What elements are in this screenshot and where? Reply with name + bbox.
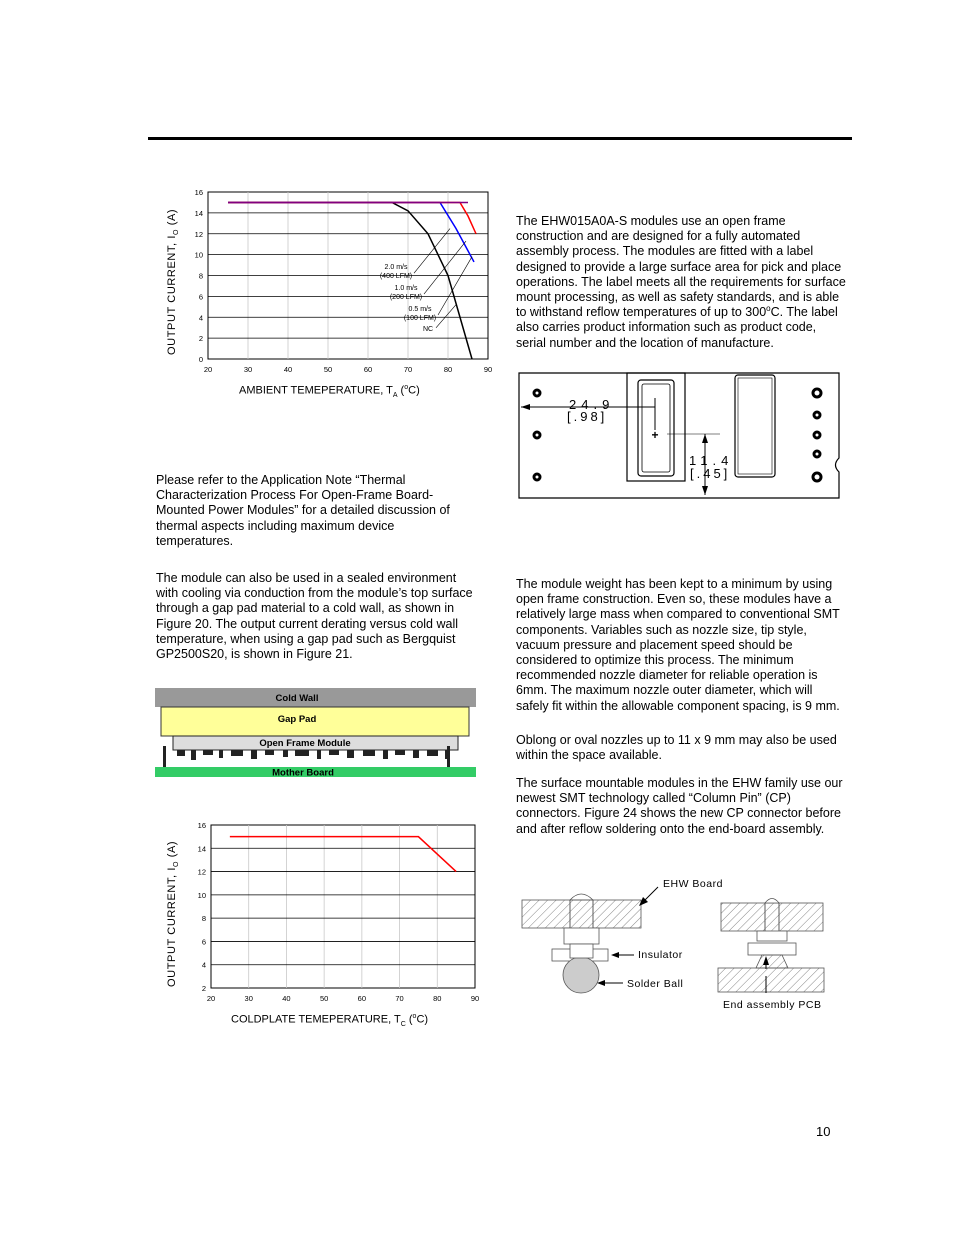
y-tick-label: 12 bbox=[194, 229, 203, 239]
dim-11-4: 11.4 bbox=[689, 453, 734, 468]
ehw-board-label: EHW Board bbox=[663, 878, 723, 890]
derating-chart-airflow bbox=[185, 185, 495, 380]
module-label: Open Frame Module bbox=[259, 738, 351, 749]
y-tick-label: 0 bbox=[198, 355, 203, 364]
x-tick-label: 30 bbox=[243, 365, 253, 374]
y-tick-label: 6 bbox=[201, 937, 206, 947]
x-tick-label: 40 bbox=[282, 994, 291, 1003]
chart1-xlabel: AMBIENT TEMEPERATURE, $T_A$ ($^o$C) bbox=[239, 384, 420, 399]
chart1-ylabel: OUTPUT CURRENT, $I_O$ (A) bbox=[166, 208, 181, 355]
solder-ball-label: Solder Ball bbox=[627, 978, 684, 990]
x-tick-label: 70 bbox=[403, 365, 413, 374]
chart2-ylabel: OUTPUT CURRENT, $I_O$ (A) bbox=[166, 840, 181, 987]
cp-connector-diagram bbox=[518, 870, 838, 1015]
x-tick-label: 40 bbox=[283, 365, 293, 374]
x-tick-label: 50 bbox=[319, 994, 329, 1003]
x-tick-label: 80 bbox=[433, 994, 442, 1003]
x-tick-label: 70 bbox=[395, 994, 404, 1003]
page-number: 10 bbox=[816, 1124, 831, 1139]
column-pin-paragraph: The surface mountable modules in the EHW family use our newest SMT technology called “Column Pin” (CP) connectors. Figure 24 shows the new CP connector before and after reflow soldering onto the end-board assembly. bbox=[516, 776, 843, 836]
y-tick-label: 14 bbox=[194, 208, 203, 218]
y-tick-label: 2 bbox=[198, 334, 203, 344]
y-tick-label: 12 bbox=[197, 867, 206, 877]
oblong-paragraph: Oblong or oval nozzles up to 11 x 9 mm may also be used within the space available. bbox=[516, 733, 837, 763]
dim-24-9: 24.9 bbox=[569, 397, 615, 412]
dim-0-98: [.98] bbox=[567, 409, 608, 424]
annotation-label: 0.5 m/s bbox=[408, 305, 432, 313]
cold-wall-stack-diagram bbox=[155, 688, 477, 788]
plot-area bbox=[211, 825, 475, 988]
open-frame-paragraph: The EHW015A0A-S modules use an open frame construction and are designed for a fully automated assembly process. The modules are fitted with a label designed to provide a large surface area for pick and place operations. The label meets all the requirements for surface mount processing, as well as safety standards, and is able to withstand reflow temperatures of up to 300$^o$C. The label also carries product information such as product code, serial number and the location of manufacture. bbox=[516, 214, 846, 350]
y-tick-label: 10 bbox=[194, 250, 203, 260]
dim-0-45: [.45] bbox=[690, 466, 731, 481]
y-tick-label: 14 bbox=[197, 844, 206, 854]
label-plus: + bbox=[651, 428, 659, 442]
y-tick-label: 16 bbox=[194, 188, 203, 197]
y-tick-label: 4 bbox=[198, 313, 203, 323]
y-tick-label: 4 bbox=[201, 960, 206, 970]
mother-board-label: Mother Board bbox=[272, 767, 334, 779]
x-tick-label: 20 bbox=[206, 994, 216, 1003]
chart2-xlabel: COLDPLATE TEMEPERATURE, $T_C$ ($^o$C) bbox=[231, 1013, 429, 1028]
y-tick-label: 8 bbox=[201, 914, 206, 924]
annotation-label-2: (200 LFM) bbox=[389, 294, 423, 302]
annotation-label-2: (100 LFM) bbox=[403, 314, 437, 322]
x-tick-label: 80 bbox=[443, 365, 453, 374]
y-tick-label: 2 bbox=[201, 984, 206, 993]
label-dimension-drawing bbox=[518, 372, 842, 500]
nozzle-paragraph: The module weight has been kept to a minimum by using open frame construction. Even so, these modules have a relatively large mass when compared to conventional SMT components. Variables such as nozzle size, tip style, vacuum pressure and placement speed should be considered to optimize this process. The minimum recommended nozzle diameter for reliable operation is 6mm. The maximum nozzle outer diameter, which will safely fit within the allowable component spacing, is 9 mm. bbox=[516, 577, 840, 713]
gap-pad-label: Gap Pad bbox=[277, 714, 317, 725]
y-tick-label: 10 bbox=[197, 890, 206, 900]
annotation-label: 1.0 m/s bbox=[394, 285, 418, 293]
x-tick-label: 60 bbox=[363, 365, 373, 374]
annotation-label-2: (400 LFM) bbox=[379, 273, 413, 281]
annotation-label: NC bbox=[422, 325, 434, 333]
y-tick-label: 16 bbox=[197, 821, 206, 830]
x-tick-label: 90 bbox=[483, 365, 493, 374]
sealed-env-paragraph: The module can also be used in a sealed environment with cooling via conduction from the module’s top surface through a gap pad material to a cold wall, as shown in Figure 20. The output current derating versus cold wall temperature, when using a gap pad such as Bergquist GP2500S20, is shown in Figure 21. bbox=[156, 571, 473, 662]
end-pcb-label: End assembly PCB bbox=[723, 999, 822, 1011]
annotation-label: 2.0 m/s bbox=[384, 264, 408, 272]
derating-chart-coldplate bbox=[190, 818, 490, 1013]
x-tick-label: 60 bbox=[357, 994, 367, 1003]
cold-wall-label: Cold Wall bbox=[275, 693, 319, 704]
y-tick-label: 8 bbox=[198, 271, 203, 281]
header-rule bbox=[148, 137, 852, 140]
x-tick-label: 30 bbox=[244, 994, 253, 1003]
x-tick-label: 20 bbox=[203, 365, 213, 374]
insulator-label: Insulator bbox=[638, 949, 683, 961]
thermal-ref-paragraph: Please refer to the Application Note “Thermal Characterization Process For Open-Frame Board-Mounted Power Modules” for a detailed discussion of thermal aspects including maximum device temperatures. bbox=[156, 473, 450, 548]
x-tick-label: 50 bbox=[323, 365, 333, 374]
y-tick-label: 6 bbox=[198, 292, 203, 302]
x-tick-label: 90 bbox=[470, 994, 480, 1003]
